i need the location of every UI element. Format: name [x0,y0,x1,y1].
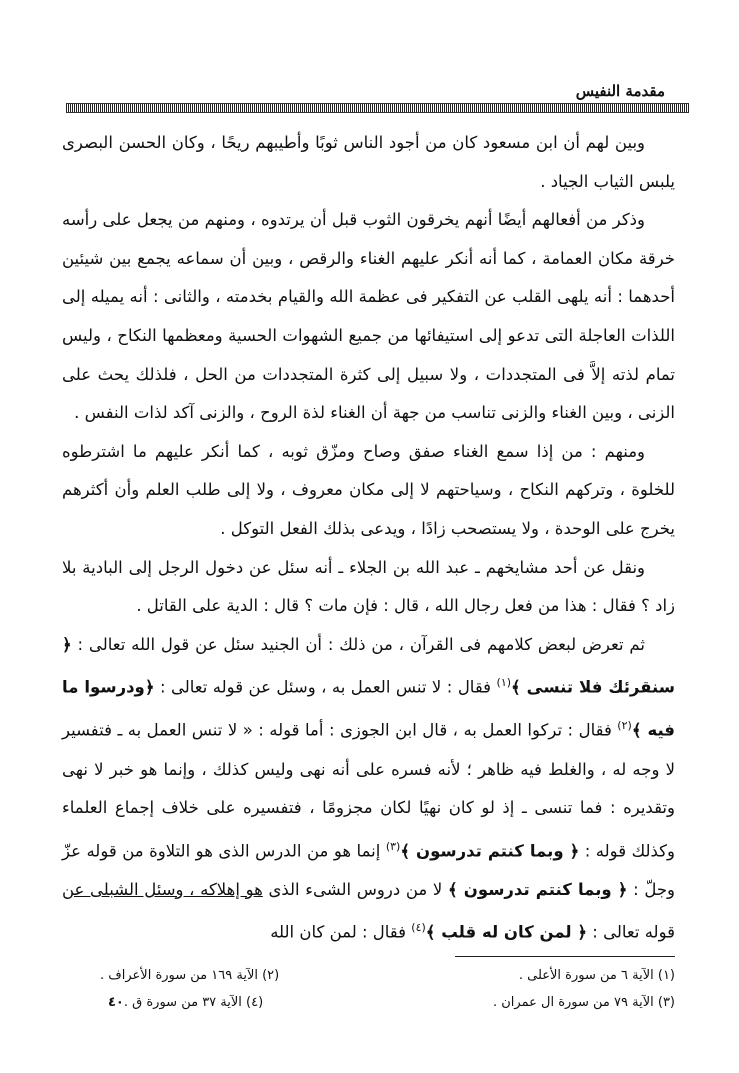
paragraph-2: وذكر من أفعالهم أيضًا أنهم يخرقون الثوب قبل أن يرتدوه ، ومنهم من يجعل على رأسه خرقة مكان العمامة ، كما أنه أنكر عليهم الغناء والرقص ، وبين أن سماعه يجمع بين شيئين أحدهما : أنه يلهى القلب عن التفكير فى عظمة الله والقيام بخدمته ، والثانى : أنه يميله إلى اللذات العاجلة التى تدعو إلى استيفائها من جميع الشهوات الحسية ومعظمها النكاح ، وليس تمام لذته إلاَّ فى المتجددات ، ولا سبيل إلى كثرة المتجددات من الحل ، فلذلك يحث على الزنى ، وبين الغناء والزنى تناسب من جهة أن الغناء لذة الروح ، والزنى آكد لذات النفس . [62,210,675,423]
footnote-rule [455,956,675,957]
footnote-row [100,989,675,1016]
text-segment: قوله تعالى : [587,922,675,942]
footnote-4-group [100,989,263,1016]
text-segment: لا من دروس الشىء الذى [262,879,448,899]
text-segment: فقال : تركوا العمل به ، قال ابن الجوزى : أما قوله : « لا تنس العمل به ـ فتفسير لا وجه له ، والغلط فيه ظاهر ؛ لأنه فسره على أنه نهى وليس كذلك ، وإنما هو خبر لا نهى وتقديره : فما تنسى ـ إذ لو كان نهيًا لكان مجزومًا ، فتفسيره على خلاف إجماع العلماء وكذلك قوله : [62,720,675,861]
quran-quote: ﴿ودرسوا ما فيه ﴾ [62,677,675,740]
quran-quote: ﴿ لمن كان له قلب ﴾ [425,922,588,942]
footnote-1: (١) الآية ٦ من سورة الأعلى . [518,968,675,983]
footnotes [100,962,675,1016]
footnote-row [100,962,675,989]
footnote-marker: (٣) [385,839,401,853]
footnote-marker: (٤) [411,921,426,935]
paragraph-5 [62,626,675,953]
page-number: ٤٠ [108,995,124,1010]
underlined-text: هو إهلاكه ، وسئل الشبلى عن [62,879,263,899]
quran-quote: ﴿ وبما كنتم تدرسون ﴾ [400,841,580,861]
footnote-marker: (١) [496,676,512,690]
footnote-3: (٣) الآية ٧٩ من سورة ال عمران . [493,995,675,1010]
header-rule [66,103,689,113]
text-segment: فقال : لمن كان الله [270,922,412,942]
main-text [62,124,675,952]
footnote-marker: (٢) [617,719,632,733]
text-segment: فقال : لا تنس العمل به ، وسئل عن قوله تعالى : [154,677,497,697]
footnote-2: (٢) الآية ١٦٩ من سورة الأعراف . [100,968,280,983]
paragraph-3: ومنهم : من إذا سمع الغناء صفق وصاح ومزّق ثوبه ، كما أنكر عليهم ما اشترطوه للخلوة ، وتركهم النكاح ، وسياحتهم لا إلى مكان معروف ، ولا إلى طلب العلم وأن أكثرهم يخرج على الوحدة ، ولا يستصحب زادًا ، ويدعى بذلك الفعل التوكل . [62,441,675,538]
paragraph-1: وبين لهم أن ابن مسعود كان من أجود الناس ثوبًا وأطيبهم ريحًا ، وكان الحسن البصرى يلبس الثياب الجياد . [62,133,675,191]
quran-quote: ﴿ وبما كنتم تدرسون ﴾ [447,879,628,899]
text-segment: ثم تعرض لبعض كلامهم فى القرآن ، من ذلك : أن الجنيد سئل عن قول الله تعالى : [71,634,645,654]
paragraph-4: ونقل عن أحد مشايخهم ـ عبد الله بن الجلاء ـ أنه سئل عن دخول الرجل إلى البادية بلا زاد ؟ فقال : هذا من فعل رجال الله ، قال : فإن مات ؟ قال : الدية على القاتل . [62,557,675,616]
text-segment: إنما هو من الدرس الذى هو التلاوة من قوله عزّ وجلّ : [62,841,675,899]
running-header-title: مقدمة النفيس [575,82,665,100]
footnote-4: (٤) الآية ٣٧ من سورة ق . [123,995,264,1010]
quran-quote: ﴿ سنقرئك فلا تنسى ﴾ [62,634,675,697]
